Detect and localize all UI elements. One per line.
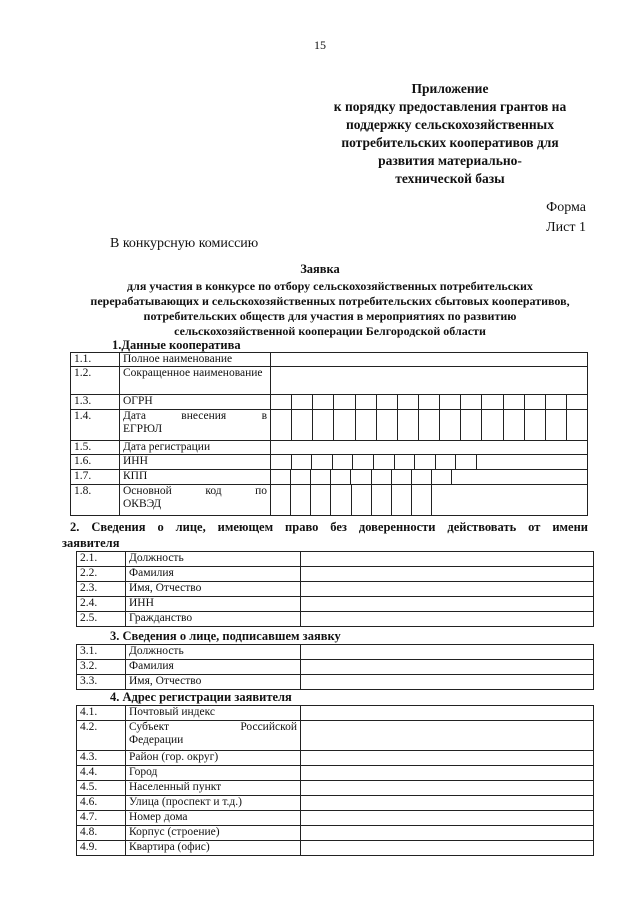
table-row: [77, 751, 594, 766]
appendix-line: Приложение: [411, 81, 489, 96]
table-row: [71, 353, 588, 367]
row-label: Корпус (строение): [126, 826, 301, 841]
row-number: 4.7.: [77, 811, 126, 826]
appendix-line: поддержку сельскохозяйственных: [346, 117, 554, 132]
label-line: ЕГРЮЛ: [123, 423, 163, 435]
table-row: [77, 841, 594, 856]
application-line: для участия в конкурсе по отбору сельскохозяйственных потребительских: [127, 279, 533, 293]
section2-title: 2. Сведения о лице, имеющем право без доверенности действовать от имени: [70, 520, 588, 534]
row-label: Населенный пункт: [126, 781, 301, 796]
label-word: Дата: [123, 410, 146, 422]
row-label: Почтовый индекс: [126, 706, 301, 721]
row-label: [120, 485, 271, 516]
value-cell[interactable]: [301, 841, 594, 856]
row-label: ИНН: [126, 597, 301, 612]
row-number: 4.2.: [77, 721, 126, 751]
value-cell[interactable]: [301, 552, 594, 567]
row-label: Улица (проспект и т.д.): [126, 796, 301, 811]
ogrn-digit-cells[interactable]: [271, 395, 588, 410]
section2-title-cont: заявителя: [62, 536, 120, 550]
table-row: [71, 395, 588, 410]
appendix-header: [300, 80, 600, 188]
label-word: в: [261, 410, 267, 422]
label-word: внесения: [181, 410, 227, 422]
value-cell[interactable]: [301, 582, 594, 597]
row-number: 1.2.: [71, 367, 120, 395]
application-title: Заявка: [300, 262, 340, 276]
value-cell[interactable]: [301, 721, 594, 751]
row-number: 4.9.: [77, 841, 126, 856]
table-row: [71, 367, 588, 395]
appendix-line: потребительских кооперативов для: [341, 135, 559, 150]
label-word: код: [205, 485, 222, 497]
row-label: Имя, Отчество: [126, 675, 301, 690]
value-cell[interactable]: [301, 612, 594, 627]
section4-table: [76, 705, 594, 856]
row-label: [120, 410, 271, 441]
application-line: сельскохозяйственной кооперации Белгородской области: [174, 324, 486, 338]
value-cell[interactable]: [301, 675, 594, 690]
value-cell[interactable]: [301, 751, 594, 766]
value-cell[interactable]: [301, 796, 594, 811]
section1-title: 1.Данные кооператива: [112, 338, 241, 352]
row-number: 1.6.: [71, 455, 120, 470]
row-number: 2.2.: [77, 567, 126, 582]
appendix-line: технической базы: [395, 171, 505, 186]
addressee: В конкурсную комиссию: [110, 236, 259, 251]
kpp-digit-cells[interactable]: [271, 470, 588, 485]
value-cell[interactable]: [271, 367, 588, 395]
section1-table: [70, 352, 588, 516]
table-row: [71, 470, 588, 485]
row-number: 1.5.: [71, 441, 120, 455]
section4-title: 4. Адрес регистрации заявителя: [110, 690, 292, 704]
row-label: Имя, Отчество: [126, 582, 301, 597]
row-number: 1.1.: [71, 353, 120, 367]
table-row: [77, 660, 594, 675]
table-row: [71, 485, 588, 516]
row-label: Фамилия: [126, 660, 301, 675]
row-number: 1.7.: [71, 470, 120, 485]
application-line: перерабатывающих и сельскохозяйственных потребительских сбытовых кооперативов,: [90, 294, 570, 308]
section3-title: 3. Сведения о лице, подписавшем заявку: [110, 629, 341, 643]
table-row: [77, 721, 594, 751]
table-row: [77, 552, 594, 567]
row-label: Район (гор. округ): [126, 751, 301, 766]
table-row: [77, 766, 594, 781]
appendix-line: развития материально-: [378, 153, 522, 168]
section2-table: [76, 551, 594, 627]
row-label: Должность: [126, 645, 301, 660]
row-number: 4.6.: [77, 796, 126, 811]
table-row: [71, 441, 588, 455]
row-label: ОГРН: [120, 395, 271, 410]
label-word: Российской: [240, 721, 297, 733]
label-word: по: [255, 485, 267, 497]
table-row: [71, 455, 588, 470]
appendix-line: к порядку предоставления грантов на: [333, 99, 567, 114]
row-number: 4.1.: [77, 706, 126, 721]
row-label: КПП: [120, 470, 271, 485]
row-number: 3.1.: [77, 645, 126, 660]
application-line: потребительских обществ для участия в мероприятиях по развитию: [143, 309, 517, 323]
value-cell[interactable]: [301, 597, 594, 612]
form-sheet-label: [546, 198, 586, 238]
value-cell[interactable]: [301, 781, 594, 796]
application-subtitle: [60, 279, 600, 339]
table-row: [77, 582, 594, 597]
table-row: [77, 567, 594, 582]
table-row: [77, 645, 594, 660]
table-row: [77, 597, 594, 612]
value-cell[interactable]: [271, 353, 588, 367]
value-cell[interactable]: [301, 660, 594, 675]
row-number: 2.5.: [77, 612, 126, 627]
okved-digit-cells[interactable]: [271, 485, 588, 516]
value-cell[interactable]: [301, 766, 594, 781]
value-cell[interactable]: [301, 826, 594, 841]
date-digit-cells[interactable]: [271, 410, 588, 441]
value-cell[interactable]: [301, 706, 594, 721]
label-line: ОКВЭД: [123, 498, 162, 510]
row-label: ИНН: [120, 455, 271, 470]
label-word: Основной: [123, 485, 172, 497]
row-label: Дата регистрации: [120, 441, 271, 455]
section3-table: [76, 644, 594, 690]
table-row: [77, 796, 594, 811]
value-cell[interactable]: [301, 567, 594, 582]
row-number: 1.8.: [71, 485, 120, 516]
value-cell[interactable]: [301, 811, 594, 826]
value-cell[interactable]: [271, 441, 588, 455]
row-label: Номер дома: [126, 811, 301, 826]
sheet-label: Лист 1: [546, 220, 586, 235]
row-label: Фамилия: [126, 567, 301, 582]
table-row: [77, 612, 594, 627]
inn-digit-cells[interactable]: [271, 455, 588, 470]
row-number: 4.4.: [77, 766, 126, 781]
label-word: Субъект: [129, 721, 170, 733]
value-cell[interactable]: [301, 645, 594, 660]
row-number: 4.8.: [77, 826, 126, 841]
table-row: [77, 811, 594, 826]
row-number: 2.3.: [77, 582, 126, 597]
form-label: Форма: [546, 200, 586, 215]
table-row: [71, 410, 588, 441]
table-row: [77, 826, 594, 841]
table-row: [77, 781, 594, 796]
row-label: Гражданство: [126, 612, 301, 627]
row-number: 3.2.: [77, 660, 126, 675]
row-label: Город: [126, 766, 301, 781]
row-number: 3.3.: [77, 675, 126, 690]
row-number: 1.4.: [71, 410, 120, 441]
table-row: [77, 675, 594, 690]
row-number: 2.1.: [77, 552, 126, 567]
row-number: 4.3.: [77, 751, 126, 766]
row-number: 1.3.: [71, 395, 120, 410]
row-label: Полное наименование: [120, 353, 271, 367]
row-label: Сокращенное наименование: [120, 367, 271, 395]
table-row: [77, 706, 594, 721]
row-number: 4.5.: [77, 781, 126, 796]
row-label: Должность: [126, 552, 301, 567]
row-label: [126, 721, 301, 751]
row-number: 2.4.: [77, 597, 126, 612]
label-line: Федерации: [129, 734, 184, 746]
row-label: Квартира (офис): [126, 841, 301, 856]
page-number: 15: [314, 38, 326, 52]
